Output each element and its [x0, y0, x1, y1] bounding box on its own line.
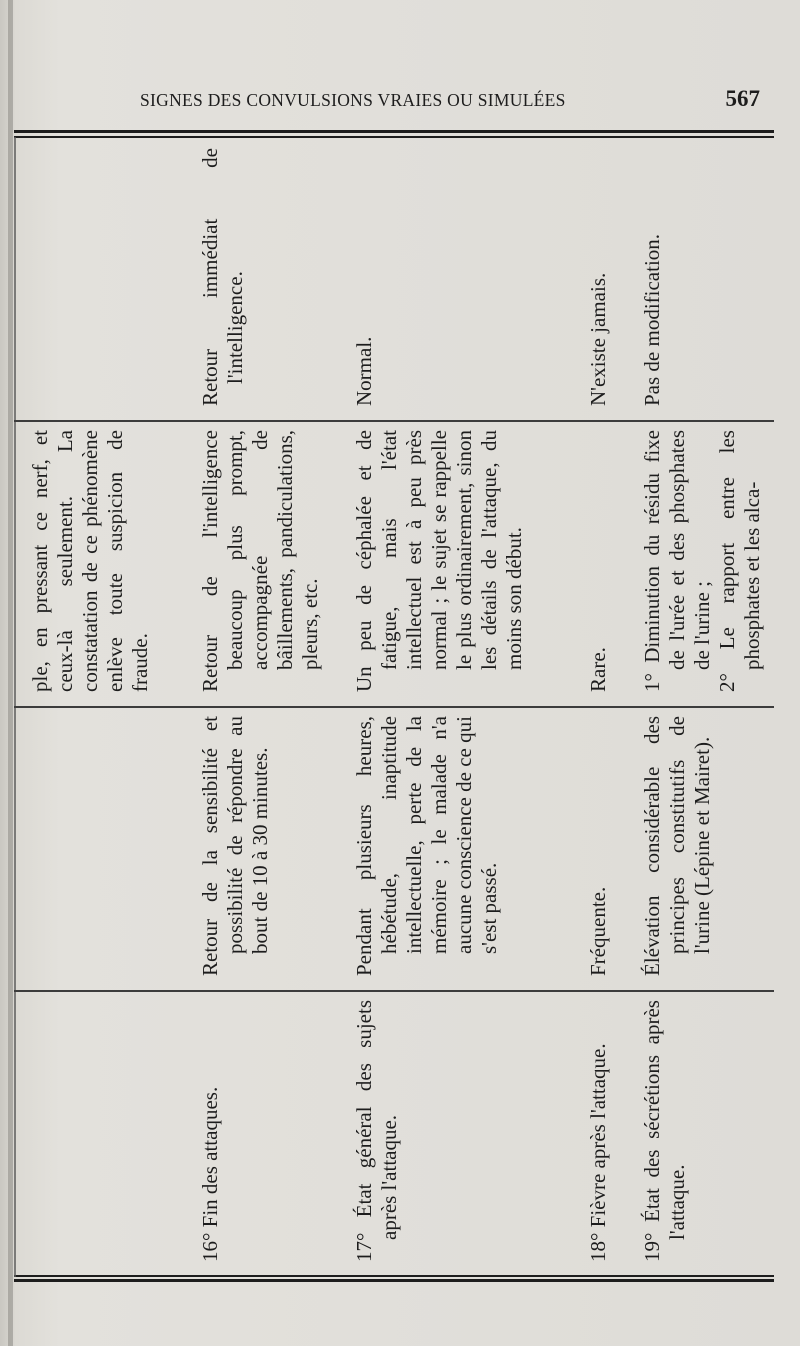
carryover-cell: ple, en pressant ce nerf, et ceux-là seulement. La constatation de ce phénomène enlève toute suspicion de fraude.: [28, 430, 152, 692]
cell-col2: 1° Diminution du résidu fixe de l'urée et des phosphates de l'urine ; 2° Le rapport entre les phosphates et les alca-: [640, 430, 764, 692]
table-row-17: [346, 138, 527, 1276]
cell-col1: Élévation considérable des principes constitutifs de l'urine (Lépine et Mairet).: [640, 716, 714, 976]
cell-col3: Pas de modification.: [640, 233, 664, 406]
cell-col1: Retour de la sensibilité et possibilité de répondre au bout de 10 à 30 minutes.: [198, 716, 272, 976]
table-row-18: [580, 138, 611, 1276]
cell-col1: Pendant plusieurs heures, hébétude, inaptitude intellectuelle, perte de la mémoire ; le malade n'a aucune conscience de ce qui s'est passé.: [352, 716, 501, 976]
table-row-16: [192, 138, 323, 1276]
table-row-carryover: [22, 138, 153, 1276]
row-label: 19° État des sécrétions après l'attaque.: [640, 1000, 689, 1262]
page-number: 567: [725, 86, 760, 111]
cell-col3: N'existe jamais.: [586, 272, 610, 406]
page-header: [140, 86, 760, 120]
rotated-table: [14, 138, 774, 1276]
table-row-19: [634, 138, 765, 1276]
cell-col3: Normal.: [352, 336, 376, 406]
cell-col2: Retour de l'intelligence beaucoup plus prompt, accompagnée de bâillements, pandiculations, pleurs, etc.: [198, 430, 322, 692]
cell-col1: Fréquente.: [586, 886, 610, 976]
binding-shadow: [8, 0, 13, 1346]
cell-col2: Un peu de céphalée et de fatigue, mais l'état intellectuel est à peu près normal ; le sujet se rappelle le plus ordinairement, sinon les détails de l'attaque, du moins son début.: [352, 430, 526, 692]
top-rule: [14, 130, 774, 133]
bottom-rule: [14, 1279, 774, 1282]
cell-col2: Rare.: [586, 647, 610, 692]
cell-col3: Retour immédiat de l'intelligence.: [198, 148, 247, 406]
row-label: 17° État général des sujets après l'attaque.: [352, 1000, 401, 1262]
running-title: SIGNES DES CONVULSIONS VRAIES OU SIMULÉES: [140, 90, 566, 110]
row-label: 18° Fièvre après l'attaque.: [586, 1043, 610, 1262]
row-label: 16° Fin des attaques.: [198, 1086, 222, 1262]
